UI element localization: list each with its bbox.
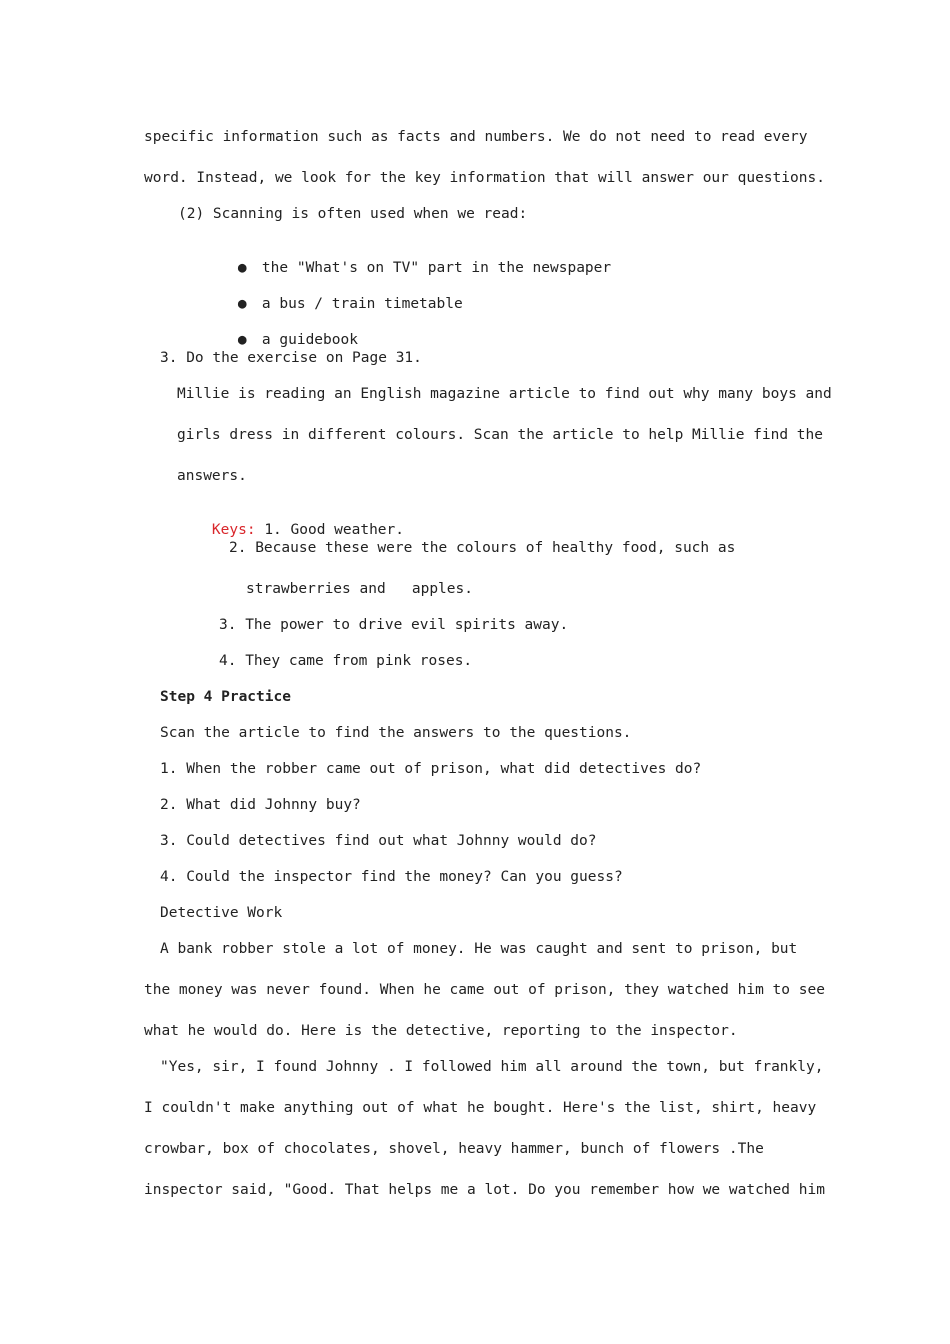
story-line: the money was never found. When he came out of prison, they watched him to see bbox=[144, 982, 825, 998]
key-answer: 4. They came from pink roses. bbox=[219, 653, 473, 669]
exercise-desc-line-3: answers. bbox=[177, 468, 247, 484]
bullet-icon: ● bbox=[237, 332, 247, 348]
bullet-icon: ● bbox=[237, 296, 247, 312]
story-line: "Yes, sir, I found Johnny . I followed him all around the town, but frankly, bbox=[160, 1059, 824, 1075]
scanning-heading: (2) Scanning is often used when we read: bbox=[178, 206, 528, 222]
intro-line-2: word. Instead, we look for the key information that will answer our questions. bbox=[144, 170, 825, 186]
intro-line-1: specific information such as facts and numbers. We do not need to read every bbox=[144, 129, 808, 145]
practice-question: 2. What did Johnny buy? bbox=[160, 797, 361, 813]
section-heading: Step 4 Practice bbox=[160, 689, 291, 705]
exercise-desc-line-1: Millie is reading an English magazine article to find out why many boys and bbox=[177, 386, 832, 402]
practice-question: 4. Could the inspector find the money? Can you guess? bbox=[160, 869, 623, 885]
scanning-item-text: a bus / train timetable bbox=[261, 296, 463, 312]
keys-label: Keys: bbox=[211, 522, 256, 538]
story-line: A bank robber stole a lot of money. He was caught and sent to prison, but bbox=[160, 941, 798, 957]
key-answer-continued: strawberries and apples. bbox=[246, 581, 473, 597]
practice-question: 3. Could detectives find out what Johnny would do? bbox=[160, 833, 597, 849]
practice-instruction: Scan the article to find the answers to the questions. bbox=[160, 725, 632, 741]
practice-question: 1. When the robber came out of prison, what did detectives do? bbox=[160, 761, 702, 777]
scanning-item-text: a guidebook bbox=[261, 332, 358, 348]
key-answer: 3. The power to drive evil spirits away. bbox=[219, 617, 569, 633]
story-line: crowbar, box of chocolates, shovel, heavy hammer, bunch of flowers .The bbox=[144, 1141, 764, 1157]
bullet-icon: ● bbox=[237, 260, 247, 276]
story-line: I couldn't make anything out of what he bought. Here's the list, shirt, heavy bbox=[144, 1100, 817, 1116]
key-answer: 2. Because these were the colours of healthy food, such as bbox=[229, 540, 736, 556]
story-title: Detective Work bbox=[160, 905, 283, 921]
exercise-title: 3. Do the exercise on Page 31. bbox=[160, 350, 422, 366]
story-line: what he would do. Here is the detective, reporting to the inspector. bbox=[144, 1023, 738, 1039]
key-answer: 1. Good weather. bbox=[264, 522, 404, 538]
scanning-item-text: the "What's on TV" part in the newspaper bbox=[261, 260, 612, 276]
story-line: inspector said, "Good. That helps me a lot. Do you remember how we watched him bbox=[144, 1182, 825, 1198]
exercise-desc-line-2: girls dress in different colours. Scan the article to help Millie find the bbox=[177, 427, 824, 443]
